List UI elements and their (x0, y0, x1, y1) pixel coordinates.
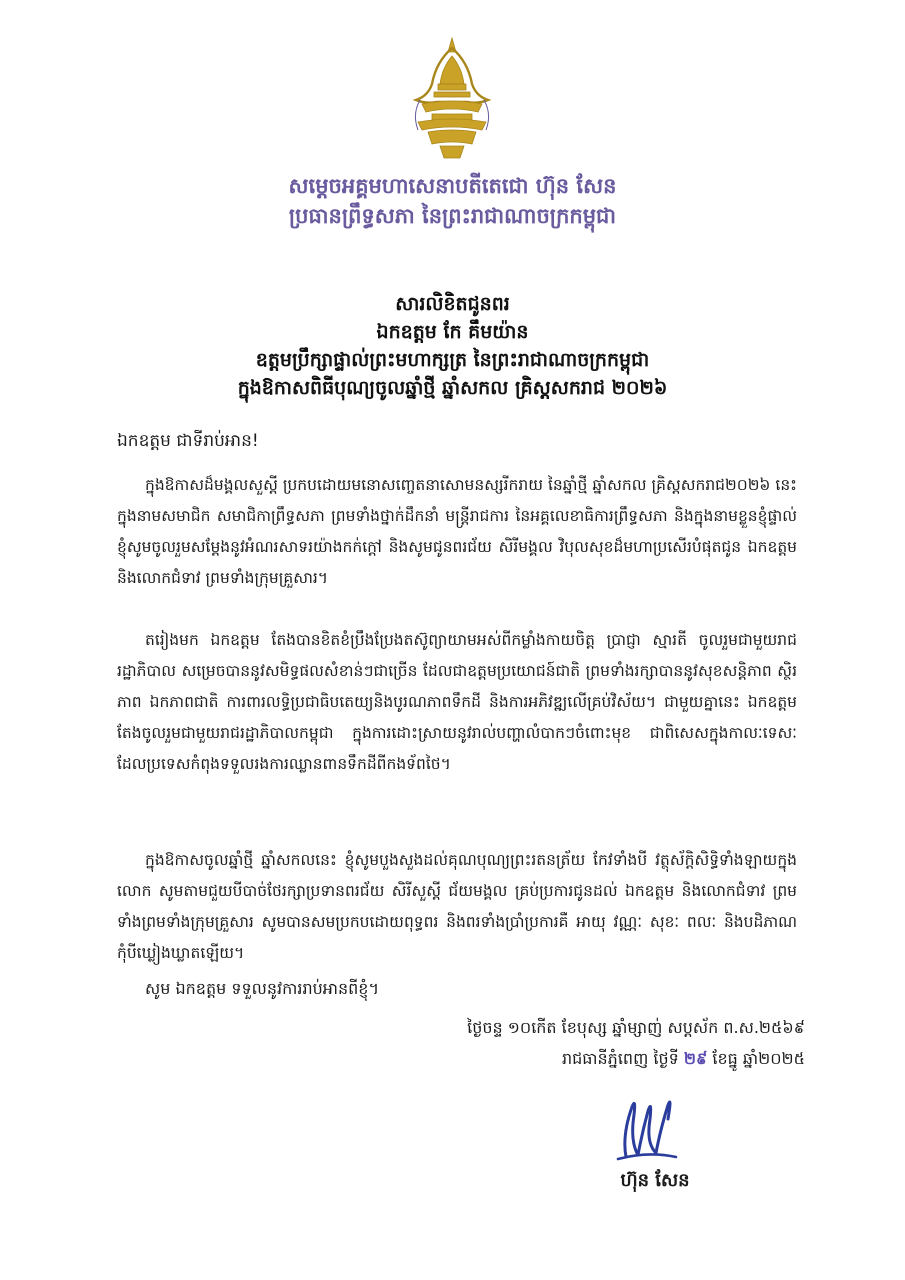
sender-title: សម្ដេចអគ្គមហាសេនាបតីតេជោ ហ៊ុន សែន (288, 174, 617, 198)
paragraph-1: ក្នុងឱកាសដ៏មង្គលសួស្តី ប្រកបដោយមនោសញ្ចេតនាសោមនស្សរីករាយ នៃឆ្នាំថ្មី ឆ្នាំសកល គ្រិស្តសករាជ២០២៦ នេះ ក្នុងនាមសមាជិក សមាជិកាព្រឹទ្ធសភា ព្រមទាំងថ្នាក់ដឹកនាំ មន្ត្រីរាជការ នៃអគ្គលេខាធិការព្រឹទ្ធសភា និងក្នុងនាមខ្លួនខ្ញុំផ្ទាល់ ខ្ញុំសូមចូលរួមសម្ដែងនូវអំណរសាទរយ៉ាងកក់ក្ដៅ និងសូមជូនពរជ័យ សិរីមង្គល វិបុលសុខដ៏មហាប្រសើរបំផុតជូន ឯកឧត្តម និងលោកជំទាវ ព្រមទាំងក្រុមគ្រួសារ។ (117, 476, 797, 587)
paragraph-2: តរៀងមក ឯកឧត្តម តែងបានខិតខំប្រឹងប្រែងតស៊ូព្យាយាមអស់ពីកម្លាំងកាយចិត្ត ប្រាជ្ញា ស្មារតី ចូលរួមជាមួយរាជរដ្ឋាភិបាល សម្រេចបាននូវសមិទ្ធផលសំខាន់ៗជាច្រើន ដែលជាឧត្តមប្រយោជន៍ជាតិ ព្រមទាំងរក្សាបាននូវសុខសន្តិភាព ស្ថិរភាព ឯកភាពជាតិ ការពារលទ្ធិប្រជាធិបតេយ្យនិងបូរណភាពទឹកដី និងការអភិវឌ្ឍលើគ្រប់វិស័យ។ ជាមួយគ្នានេះ ឯកឧត្តម តែងចូលរួមជាមួយរាជរដ្ឋាភិបាលកម្ពុជា ក្នុងការដោះស្រាយនូវរាល់បញ្ហាលំបាកៗចំពោះមុខ ជាពិសេសក្នុងកាលៈទេសៈ ដែលប្រទេសកំពុងទទួលរងការឈ្លានពានទឹកដីពីកងទ័ពថៃ។ (117, 631, 797, 773)
solar-date-prefix: រាជធានីភ្នំពេញ ថ្ងៃទី (561, 1049, 679, 1068)
recipient-name: ឯកឧត្តម កែ គឹមយ៉ាន (376, 321, 529, 343)
solar-date-suffix: ខែធ្នូ ឆ្នាំ២០២៥ (712, 1049, 805, 1068)
letter-heading: សារលិខិតជូនពរ (395, 293, 510, 315)
solar-date-day: ២៩ (683, 1049, 708, 1068)
paragraph-3: ក្នុងឱកាសចូលឆ្នាំថ្មី ឆ្នាំសកលនេះ ខ្ញុំសូមបួងសួងដល់គុណបុណ្យព្រះរតនត្រ័យ កែវទាំងបី វត្ថុស័ក្តិសិទ្ធិទាំងឡាយក្នុងលោក សូមតាមជួយបីបាច់ថែរក្សាប្រទានពរជ័យ សិរីសួស្តី ជ័យមង្គល គ្រប់ប្រការជូនដល់ ឯកឧត្តម និងលោកជំទាវ ព្រមទាំងព្រមទាំងក្រុមគ្រួសារ សូមបានសមប្រកបដោយពុទ្ធពរ និងពរទាំងប្រាំប្រការគឺ អាយុ វណ្ណៈ សុខៈ ពលៈ និងបដិភាណ កុំបីឃ្លៀងឃ្លាតឡើយ។ (117, 851, 797, 962)
signer-name: ហ៊ុន សែន (620, 1170, 690, 1191)
sender-position: ប្រធានព្រឹទ្ធសភា នៃព្រះរាជាណាចក្រកម្ពុជា (288, 204, 617, 228)
solar-date (562, 1046, 805, 1072)
lunar-date: ថ្ងៃចន្ទ ១០កើត ខែបុស្ស ឆ្នាំម្សាញ់ សប្តស័ក ព.ស.២៥៦៩ (467, 1018, 805, 1037)
signature-mark (612, 1085, 692, 1165)
closing-line: សូម ឯកឧត្តម ទទួលនូវការរាប់អានពីខ្ញុំ។ (145, 979, 379, 998)
salutation: ឯកឧត្តម ជាទីរាប់អាន! (117, 431, 259, 451)
occasion-line: ក្នុងឱកាសពិធីបុណ្យចូលឆ្នាំថ្មី ឆ្នាំសកល គ្រិស្តសករាជ ២០២៦ (237, 377, 668, 399)
senate-emblem (402, 34, 502, 162)
recipient-position: ឧត្តមប្រឹក្សាផ្ទាល់ព្រះមហាក្សត្រ នៃព្រះរាជាណាចក្រកម្ពុជា (255, 349, 650, 371)
